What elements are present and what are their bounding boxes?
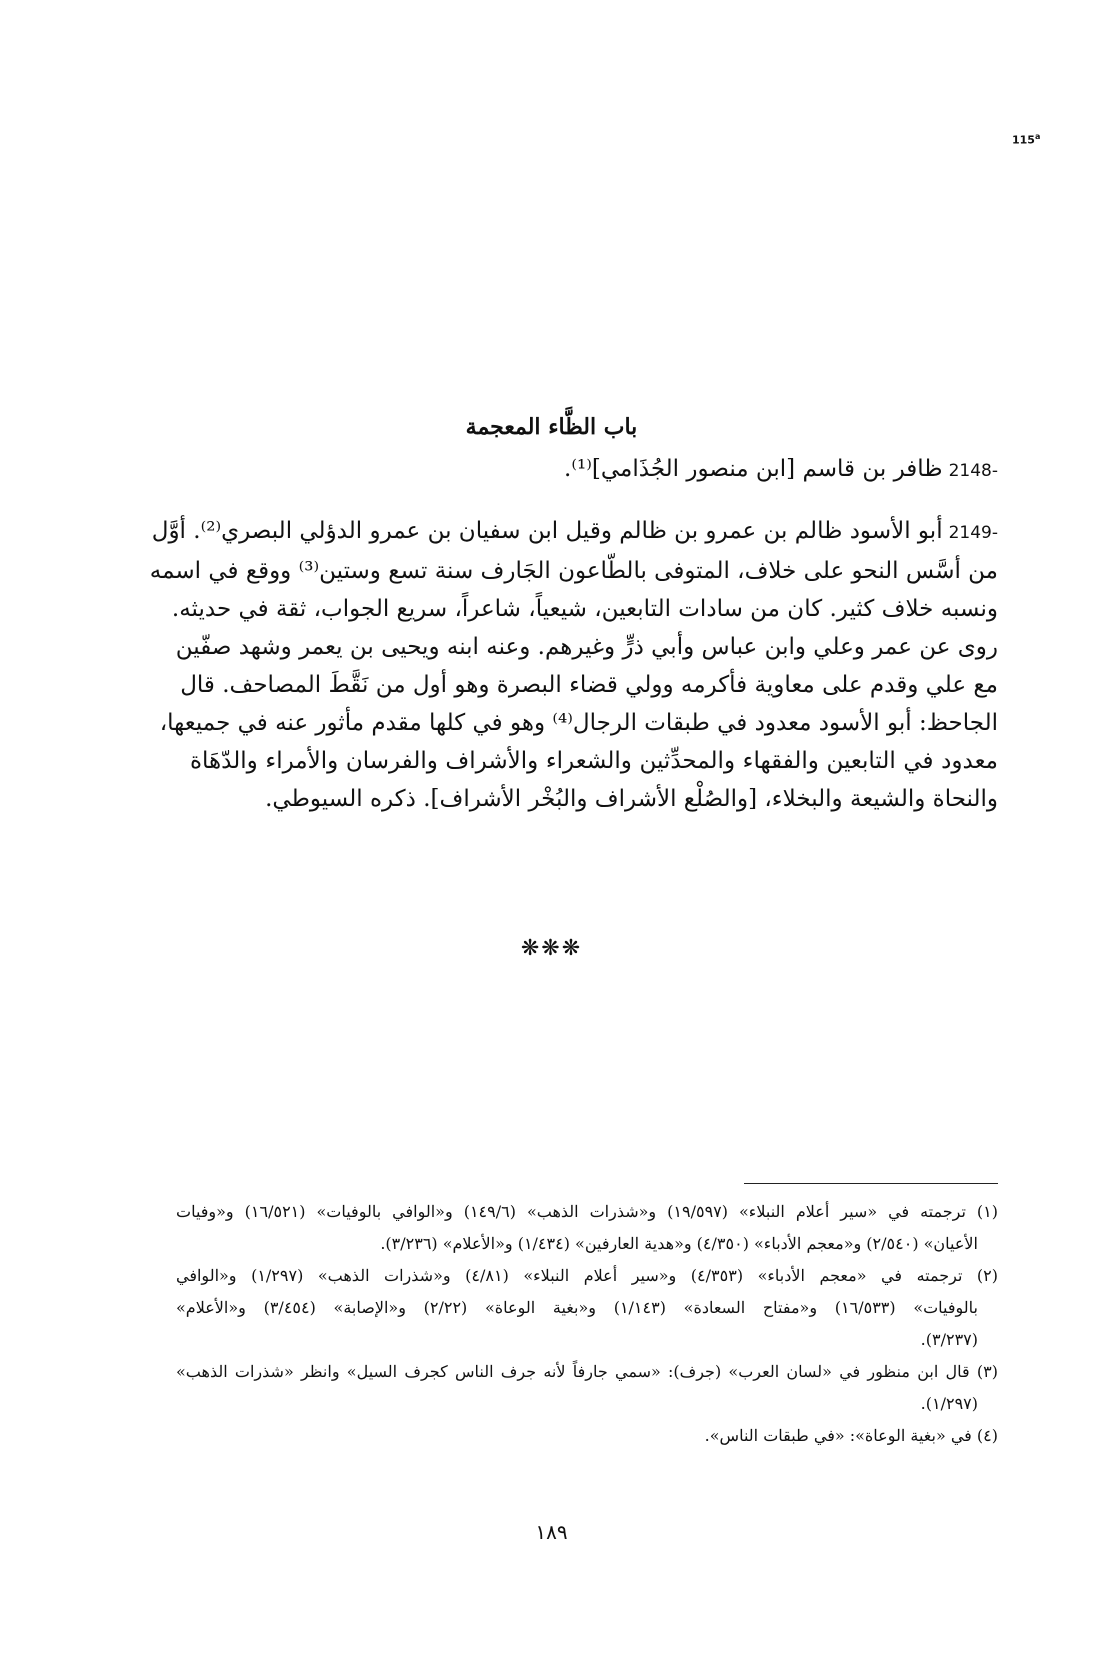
entry-2149 <box>149 512 998 818</box>
footnote-line: (١/٢٩٧). <box>920 1394 978 1413</box>
footnote-line: (٣) قال ابن منظور في «لسان العرب» (جرف): «سمي جارفاً لأنه جرف الناس كجرف السيل» وانظر «شذرات الذهب» <box>176 1362 998 1381</box>
entry-line: والنحاة والشيعة والبخلاء، [والصُلْع الأشراف والبُخْر الأشراف]. ذكره السيوطي. <box>265 786 998 812</box>
folio-mark-suffix: a <box>1034 132 1041 141</box>
footnote-4 <box>176 1420 998 1452</box>
entry-number: 2149- <box>948 523 998 543</box>
folio-mark <box>1012 132 1082 147</box>
footnote-line: (٢) ترجمته في «معجم الأدباء» (٤/٣٥٣) و«سير أعلام النبلاء» (٤/٨١) و«شذرات الذهب» (١/٢٩٧) و«الوافي <box>176 1266 999 1285</box>
footnote-line: (٤) في «بغية الوعاة»: «في طبقات الناس». <box>704 1426 998 1445</box>
footnote-line: بالوفيات» (١٦/٥٣٣) و«مفتاح السعادة» (١/١٤٣) و«بغية الوعاة» (٢/٢٢) و«الإصابة» (٣/٤٥٤) و«الأعلام» <box>176 1298 978 1317</box>
entry-line <box>151 512 998 552</box>
footnote-line: (١) ترجمته في «سير أعلام النبلاء» (١٩/٥٩٧) و«شذرات الذهب» (١٤٩/٦) و«الوافي بالوفيات» (١٦/٥٢١) و«وفيات <box>176 1202 999 1221</box>
entry-line: معدود في التابعين والفقهاء والمحدِّثين والشعراء والأشراف والفرسان والأمراء والدّهَاة <box>190 748 998 774</box>
footnotes <box>176 1196 998 1452</box>
entry-line: مع علي وقدم على معاوية فأكرمه وولي قضاء البصرة وهو أول من نَقَّطَ المصاحف. قال <box>180 672 998 698</box>
entry-line: من أسَّس النحو على خلاف، المتوفى بالطّاعون الجَارف سنة تسع وستين⁽³⁾ ووقع في اسمه <box>149 558 998 584</box>
entry-line: روى عن عمر وعلي وابن عباس وأبي ذرٍّ وغيرهم. وعنه ابنه ويحيى بن يعمر وشهد صفّين <box>175 634 998 660</box>
entry-text: أبو الأسود ظالم بن عمرو بن ظالم وقيل ابن سفيان بن عمرو الدؤلي البصري⁽²⁾. أوَّل <box>151 518 943 544</box>
section-separator-asterisms: ❋❋❋ <box>520 936 583 961</box>
footnote-line: (٣/٢٣٧). <box>920 1330 978 1349</box>
entry-line: الجاحظ: أبو الأسود معدود في طبقات الرجال⁽⁴⁾ وهو في كلها مقدم مأثور عنه في جميعها، <box>159 710 998 736</box>
entry-line <box>190 450 998 490</box>
footnote-line: الأعيان» (٢/٥٤٠) و«معجم الأدباء» (٤/٣٥٠) و«هدية العارفين» (١/٤٣٤) و«الأعلام» (٣/٢٣٦). <box>380 1234 978 1253</box>
footnote-1 <box>176 1196 998 1260</box>
entry-line: ونسبه خلاف كثير. كان من سادات التابعين، شيعياً، شاعراً، سريع الجواب، ثقة في حديثه. <box>171 596 998 622</box>
chapter-title: باب الظَّاء المعجمة <box>465 414 638 440</box>
footnote-divider <box>744 1183 998 1184</box>
footnote-2 <box>176 1260 998 1356</box>
folio-mark-number: 115 <box>1012 133 1035 147</box>
page-number: ١٨٩ <box>535 1520 568 1544</box>
entry-2148 <box>190 450 998 490</box>
footnote-3 <box>176 1356 998 1420</box>
entry-text: ظافر بن قاسم [ابن منصور الجُذَامي]⁽¹⁾. <box>564 456 943 482</box>
entry-number: 2148- <box>948 461 998 481</box>
